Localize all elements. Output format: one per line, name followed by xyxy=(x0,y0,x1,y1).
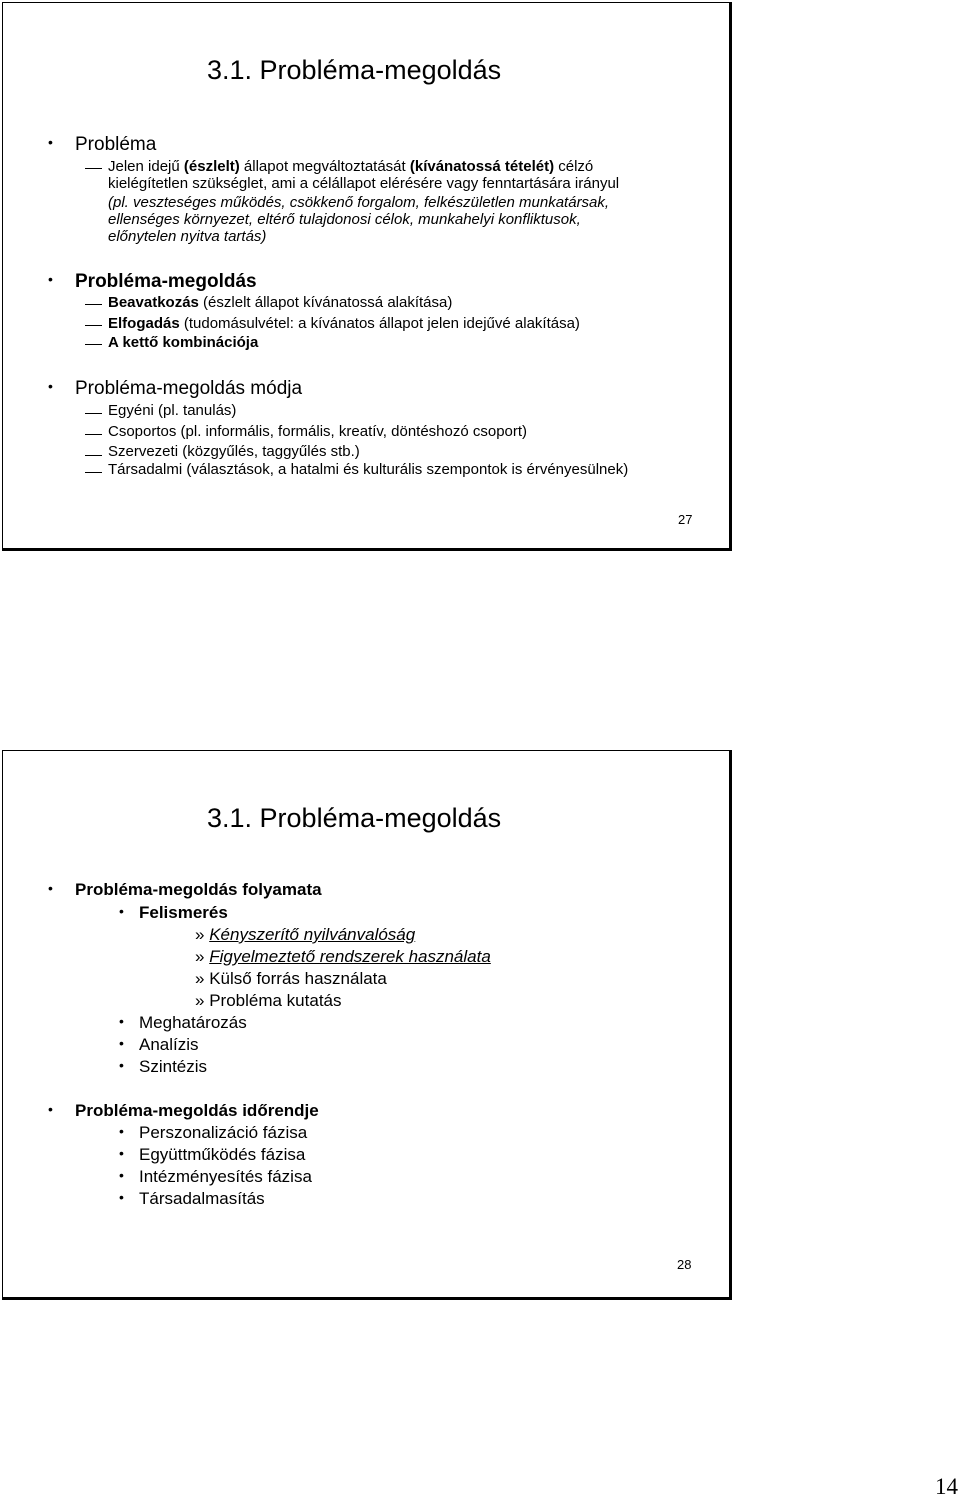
slide-page-number: 27 xyxy=(678,512,693,527)
bullet: • xyxy=(48,880,53,896)
section-heading-idorendje: Probléma-megoldás időrendje xyxy=(75,1101,319,1120)
dash-marker xyxy=(85,325,102,326)
phase-item: Intézményesítés fázisa xyxy=(139,1167,312,1186)
bullet: • xyxy=(119,1057,124,1073)
sub-item: » Figyelmeztető rendszerek használata xyxy=(195,947,491,966)
list-item: A kettő kombinációja xyxy=(108,334,259,351)
list-item: Egyéni (pl. tanulás) xyxy=(108,402,237,419)
bullet: • xyxy=(119,1013,124,1029)
dash-marker xyxy=(85,455,102,456)
problem-definition: Jelen idejű (észlelt) állapot megváltoztatását (kívánatossá tételét) célzó xyxy=(108,158,594,175)
slide-page-number: 28 xyxy=(677,1257,692,1272)
sub-item: » Külső forrás használata xyxy=(195,969,387,988)
problem-example-line1: (pl. veszteséges működés, csökkenő forgalom, felkészületlen munkatársak, xyxy=(108,194,610,211)
list-item: Elfogadás (tudomásulvétel: a kívánatos állapot jelen idejűvé alakítása) xyxy=(108,315,580,332)
phase-item: Társadalmasítás xyxy=(139,1189,265,1208)
bullet: • xyxy=(119,1123,124,1139)
section-heading-problema: Probléma xyxy=(75,134,157,155)
problem-definition-line2: kielégítetlen szükséglet, ami a célállapot elérésére vagy fenntartására irányul xyxy=(108,175,620,192)
step-item: Meghatározás xyxy=(139,1013,247,1032)
phase-item: Perszonalizáció fázisa xyxy=(139,1123,308,1142)
section-heading-folyamata: Probléma-megoldás folyamata xyxy=(75,880,322,899)
bullet: • xyxy=(119,1035,124,1051)
bullet: • xyxy=(119,903,124,919)
dash-marker xyxy=(85,472,102,473)
bullet: • xyxy=(119,1189,124,1205)
dash-marker xyxy=(85,434,102,435)
list-item: Társadalmi (választások, a hatalmi és kulturális szempontok is érvényesülnek) xyxy=(108,461,629,478)
dash-marker xyxy=(85,168,102,169)
sub-item: » Probléma kutatás xyxy=(195,991,342,1010)
list-item: Beavatkozás (észlelt állapot kívánatossá alakítása) xyxy=(108,294,453,311)
phase-item: Együttműködés fázisa xyxy=(139,1145,306,1164)
problem-example-line3: előnytelen nyitva tartás) xyxy=(108,228,267,245)
bullet: • xyxy=(48,378,53,394)
step-item: Analízis xyxy=(139,1035,199,1054)
section-heading-problema-megoldas: Probléma-megoldás xyxy=(75,271,257,292)
section-heading-modja: Probléma-megoldás módja xyxy=(75,378,303,399)
dash-marker xyxy=(85,344,102,345)
bullet: • xyxy=(119,1167,124,1183)
list-item: Szervezeti (közgyűlés, taggyűlés stb.) xyxy=(108,443,360,460)
sub-item: » Kényszerítő nyilvánvalóság xyxy=(195,925,416,944)
dash-marker xyxy=(85,304,102,305)
problem-example-line2: ellenséges környezet, eltérő tulajdonosi célok, munkahelyi konfliktusok, xyxy=(108,211,581,228)
bullet: • xyxy=(48,271,53,287)
bullet: • xyxy=(48,1101,53,1117)
bullet: • xyxy=(119,1145,124,1161)
dash-marker xyxy=(85,413,102,414)
slide-28 xyxy=(2,750,732,1300)
step-item: Szintézis xyxy=(139,1057,208,1076)
list-item: Csoportos (pl. informális, formális, kreatív, döntéshozó csoport) xyxy=(108,423,528,440)
document-page-number: 14 xyxy=(935,1474,958,1499)
slide-27 xyxy=(2,2,732,551)
step-felismeres: Felismerés xyxy=(139,903,228,922)
slide-title: 3.1. Probléma-megoldás xyxy=(207,803,502,833)
bullet: • xyxy=(48,134,53,150)
slide-title: 3.1. Probléma-megoldás xyxy=(207,55,502,85)
